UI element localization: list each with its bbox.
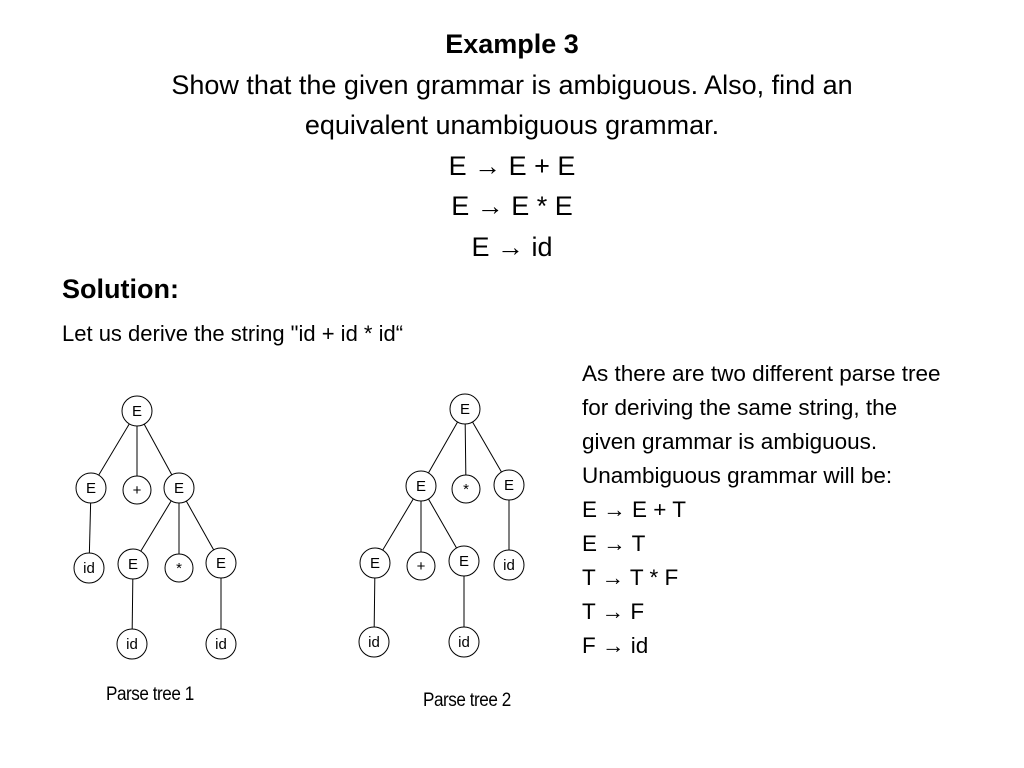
tree-node xyxy=(206,548,236,578)
tree-node xyxy=(407,552,435,580)
unambiguous-rule: T → F xyxy=(582,599,645,624)
tree-node-label: id xyxy=(368,634,380,651)
tree-node xyxy=(360,548,390,578)
tree-node-label: id xyxy=(458,634,470,651)
unambiguous-rule: F → id xyxy=(582,633,649,658)
tree-node-label: E xyxy=(458,553,470,570)
derivation-intro: Let us derive the string "id + id * id“ xyxy=(62,321,404,346)
grammar-rule: E → id xyxy=(471,231,553,262)
tree-node-label: E xyxy=(173,480,185,497)
parse-tree-2-nodes xyxy=(359,394,524,657)
tree-node-label: * xyxy=(176,560,182,577)
tree-node-label: * xyxy=(463,481,469,498)
tree-node xyxy=(117,629,147,659)
grammar-rule: E → E * E xyxy=(451,191,573,221)
parse-tree-1-edges xyxy=(89,411,221,644)
explanation-text xyxy=(582,357,1022,663)
explanation-line: for deriving the same string, the xyxy=(582,395,898,420)
explanation-line: As there are two different parse tree xyxy=(582,361,941,386)
unambiguous-rule: E → T xyxy=(582,531,646,556)
unambiguous-rule: E → E + T xyxy=(582,497,686,522)
tree-node xyxy=(449,546,479,576)
tree-node xyxy=(452,475,480,503)
tree-node-label: E xyxy=(131,403,143,420)
tree-node xyxy=(165,554,193,582)
tree-node-label: E xyxy=(503,477,515,494)
explanation-line: Unambiguous grammar will be: xyxy=(582,463,893,488)
tree-node-label: + xyxy=(132,482,142,499)
tree-node xyxy=(494,550,524,580)
tree-node xyxy=(406,471,436,501)
tree-node xyxy=(164,473,194,503)
tree-node-label: E xyxy=(85,480,97,497)
tree-node xyxy=(76,473,106,503)
tree-node-label: E xyxy=(415,478,427,495)
question-line-2: equivalent unambiguous grammar. xyxy=(304,110,720,140)
question-line-1: Show that the given grammar is ambiguous. Also, find an xyxy=(171,69,853,100)
tree-node-label: id xyxy=(215,636,227,653)
tree-node xyxy=(206,629,236,659)
parse-tree-1-caption: Parse tree 1 xyxy=(106,684,194,705)
tree-node xyxy=(449,627,479,657)
parse-tree-2-edges xyxy=(374,409,509,642)
tree-node xyxy=(494,470,524,500)
tree-node-label: E xyxy=(127,556,139,573)
unambiguous-rule: T → T * F xyxy=(582,565,679,590)
parse-tree-2-caption: Parse tree 2 xyxy=(423,690,511,711)
tree-node-label: id xyxy=(83,560,95,577)
tree-node-label: E xyxy=(215,555,227,572)
explanation-line: given grammar is ambiguous. xyxy=(582,429,878,454)
tree-node xyxy=(122,396,152,426)
tree-node-label: E xyxy=(369,555,381,572)
tree-node-label: + xyxy=(416,558,426,575)
tree-node-label: id xyxy=(126,636,138,653)
grammar-rule: E → E + E xyxy=(448,150,576,181)
tree-node xyxy=(123,476,151,504)
tree-node xyxy=(118,549,148,579)
tree-node-label: E xyxy=(459,401,471,418)
tree-node xyxy=(74,553,104,583)
tree-node-label: id xyxy=(503,557,515,574)
tree-node xyxy=(359,627,389,657)
solution-heading: Solution: xyxy=(62,274,179,304)
example-title: Example 3 xyxy=(445,29,579,59)
tree-node xyxy=(450,394,480,424)
